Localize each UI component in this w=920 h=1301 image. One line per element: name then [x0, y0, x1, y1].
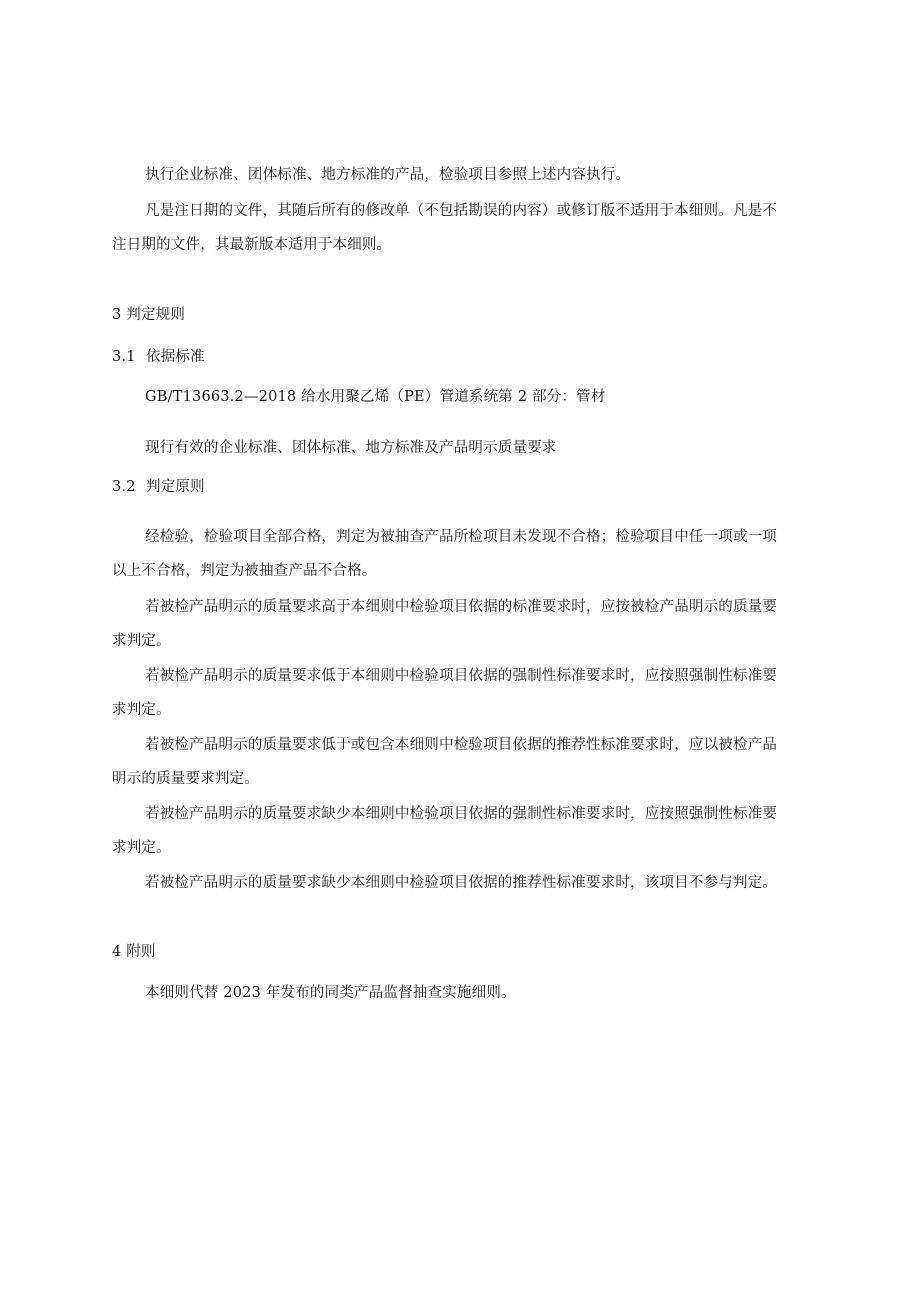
- section-4-text: 本细则代替 2023 年发布的同类产品监督抽查实施细则。: [145, 985, 516, 1001]
- subsection-3-1-heading: [112, 347, 205, 367]
- principle-3-line2: 求判定。: [112, 702, 171, 718]
- subsection-3-1-number: 3.1: [112, 349, 136, 365]
- principle-4-line1: 若被检产品明示的质量要求低于或包含本细则中检验项目依据的推荐性标准要求时，应以被检产品: [145, 737, 778, 753]
- section-3-heading: 3 判定规则: [112, 307, 186, 323]
- paragraph-dated-documents-line2: 注日期的文件，其最新版本适用于本细则。: [112, 237, 392, 253]
- subsection-3-2-heading: [112, 477, 205, 497]
- standard-item-gb: GB/T13663.2—2018 给水用聚乙烯（PE）管道系统第 2 部分：管材: [145, 389, 606, 405]
- section-4-heading: 4 附则: [112, 944, 156, 960]
- paragraph-dated-documents-line1: 凡是注日期的文件，其随后所有的修改单（不包括勘误的内容）或修订版不适用于本细则。凡是不: [145, 203, 778, 219]
- subsection-3-1-title: 依据标准: [146, 349, 205, 365]
- principle-5-line2: 求判定。: [112, 840, 171, 856]
- subsection-3-2-number: 3.2: [112, 479, 136, 495]
- principle-1-line2: 以上不合格，判定为被抽查产品不合格。: [112, 563, 377, 579]
- subsection-3-2-title: 判定原则: [146, 479, 205, 495]
- principle-5-line1: 若被检产品明示的质量要求缺少本细则中检验项目依据的强制性标准要求时，应按照强制性标准要: [145, 806, 778, 822]
- principle-6-line1: 若被检产品明示的质量要求缺少本细则中检验项目依据的推荐性标准要求时，该项目不参与判定。: [145, 875, 778, 891]
- paragraph-enterprise-standards: 执行企业标准、团体标准、地方标准的产品，检验项目参照上述内容执行。: [145, 167, 631, 183]
- principle-1-line1: 经检验，检验项目全部合格，判定为被抽查产品所检项目未发现不合格；检验项目中任一项或一项: [145, 529, 778, 545]
- principle-2-line2: 求判定。: [112, 633, 171, 649]
- standard-item-enterprise: 现行有效的企业标准、团体标准、地方标准及产品明示质量要求: [145, 440, 557, 456]
- principle-4-line2: 明示的质量要求判定。: [112, 771, 259, 787]
- principle-2-line1: 若被检产品明示的质量要求高于本细则中检验项目依据的标准要求时，应按被检产品明示的质量要: [145, 599, 778, 615]
- principle-3-line1: 若被检产品明示的质量要求低于本细则中检验项目依据的强制性标准要求时，应按照强制性标准要: [145, 668, 778, 684]
